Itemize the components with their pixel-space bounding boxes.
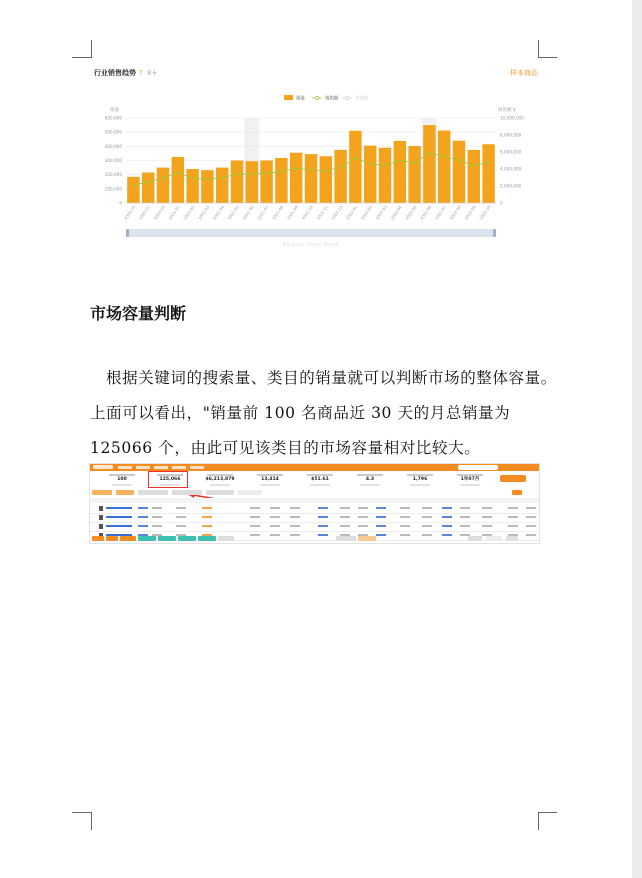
section-heading: 市场容量判断 <box>90 304 187 323</box>
y-tick-label-right: 6,000,000 <box>500 149 522 155</box>
chart-panel-title: 行业销售趋势 <box>94 69 136 77</box>
product-thumbnail <box>99 515 103 520</box>
table-cell <box>176 516 186 518</box>
stat-value: 13,414 <box>261 477 279 482</box>
product-thumbnail <box>99 506 103 511</box>
app-tab-5 <box>190 466 204 469</box>
table-cell <box>422 507 432 509</box>
x-tick-label: 2022-06 <box>419 204 433 221</box>
y-tick-label-left: 400,000 <box>104 143 122 149</box>
x-tick-label: 2021-12 <box>330 204 344 221</box>
filter-bar <box>92 490 532 496</box>
y-tick-label-right: 8,000,000 <box>500 132 522 138</box>
table-cell <box>270 525 280 527</box>
table-cell <box>250 516 260 518</box>
y-axis-label-right: 销售额 $ <box>498 108 516 113</box>
y-tick-label-left: 300,000 <box>104 158 122 163</box>
line-point <box>429 152 431 154</box>
x-tick-label: 2020-11 <box>137 204 152 221</box>
table-cell <box>482 516 492 518</box>
export-button[interactable] <box>500 475 526 482</box>
bar <box>334 150 346 203</box>
table-cell <box>138 516 148 518</box>
x-tick-label: 2020-12 <box>152 204 166 221</box>
stat-card <box>196 473 244 487</box>
embedded-app-screenshot <box>89 463 540 544</box>
range-slider <box>126 229 496 237</box>
table-cell <box>422 516 432 518</box>
crop-mark-top-right <box>538 40 539 58</box>
table-cell <box>176 525 186 527</box>
footer-button[interactable] <box>120 536 136 541</box>
stat-value: 1年07月 <box>460 477 480 482</box>
filter-chip[interactable] <box>206 490 234 495</box>
table-cell <box>442 507 452 509</box>
bar <box>438 130 450 203</box>
sales-trend-chart-panel <box>88 64 546 252</box>
bar <box>468 150 480 203</box>
app-search-box[interactable] <box>458 465 498 470</box>
table-cell <box>202 507 212 509</box>
x-tick-label: 2021-07 <box>256 204 270 221</box>
pager-button[interactable] <box>506 536 518 541</box>
legend-label: 销量 <box>296 96 305 102</box>
bar <box>216 168 228 203</box>
bar <box>157 168 169 203</box>
line-point <box>443 155 445 157</box>
table-cell <box>442 516 452 518</box>
bar <box>201 170 213 203</box>
footer-button[interactable] <box>178 536 196 541</box>
bar <box>290 153 302 203</box>
stat-value: 125,066 <box>159 477 181 482</box>
y-tick-label-left: 600,000 <box>104 115 122 121</box>
product-table <box>90 498 539 534</box>
x-tick-label: 2020-10 <box>123 204 137 221</box>
x-tick-label: 2022-10 <box>478 204 492 221</box>
filter-chip[interactable] <box>92 490 112 495</box>
x-tick-label: 2021-08 <box>271 204 285 221</box>
x-tick-label: 2021-05 <box>226 204 240 221</box>
table-cell <box>176 507 186 509</box>
table-cell <box>400 507 410 509</box>
table-cell <box>138 525 148 527</box>
table-cell <box>202 516 212 518</box>
page-edge <box>632 0 642 878</box>
bar <box>482 144 494 203</box>
crop-mark-top-right-h <box>538 57 557 58</box>
filter-chip[interactable] <box>116 490 134 495</box>
line-point <box>221 177 223 179</box>
pager-button[interactable] <box>486 536 502 541</box>
table-cell <box>526 516 536 518</box>
table-cell <box>508 525 518 527</box>
crop-mark-top-left <box>91 40 92 58</box>
product-title-link[interactable] <box>106 516 132 518</box>
bar <box>408 146 420 203</box>
pager-button[interactable] <box>358 536 376 541</box>
crop-mark-bottom-left <box>91 812 92 830</box>
sample-products-link[interactable]: 样本商品 <box>510 69 538 77</box>
line-point <box>133 184 135 186</box>
bar <box>394 141 406 203</box>
stat-value: $51.61 <box>311 477 329 482</box>
bar <box>423 125 435 203</box>
x-tick-label: 2021-04 <box>211 204 226 221</box>
x-tick-label: 2022-01 <box>345 204 359 221</box>
line-point <box>355 157 357 159</box>
y-tick-label-right: 10,000,000 <box>500 115 524 121</box>
line-point <box>458 160 460 162</box>
footer-button[interactable] <box>138 536 156 541</box>
line-point <box>162 177 164 179</box>
app-tab-4 <box>172 466 186 469</box>
line-point <box>266 172 268 174</box>
line-point <box>236 173 238 175</box>
bar <box>275 158 287 203</box>
bar <box>379 148 391 203</box>
table-cell <box>508 507 518 509</box>
stat-sublabel <box>260 484 280 486</box>
line-point <box>414 162 416 164</box>
legend-marker <box>345 96 348 99</box>
x-tick-label: 2022-03 <box>374 204 388 221</box>
line-point <box>251 173 253 175</box>
sales-trend-chart <box>88 64 546 252</box>
paragraph-line-2: 上面可以看出，"销量前 100 名商品近 30 天的月总销量为 <box>90 404 511 422</box>
stat-sublabel <box>112 484 132 486</box>
bar <box>231 161 243 204</box>
crop-mark-top-left-h <box>72 57 91 58</box>
line-point <box>310 169 312 171</box>
line-point <box>473 165 475 167</box>
bar <box>260 161 272 204</box>
x-tick-label: 2022-07 <box>433 204 448 221</box>
paragraph-line-3: 125066 个，由此可见该类目的市场容量相对比较大。 <box>90 439 481 457</box>
table-cell <box>526 507 536 509</box>
stat-sublabel <box>210 484 230 486</box>
table-cell <box>526 525 536 527</box>
page-button[interactable] <box>512 490 522 495</box>
line-point <box>177 172 179 174</box>
table-cell <box>138 507 148 509</box>
y-tick-label-left: 200,000 <box>104 172 122 178</box>
app-logo <box>93 465 113 469</box>
product-title-link[interactable] <box>106 507 132 509</box>
stat-card <box>296 473 344 487</box>
table-cell <box>202 525 212 527</box>
highlight-box <box>148 471 188 488</box>
table-cell <box>460 525 470 527</box>
table-cell <box>482 525 492 527</box>
x-tick-label: 2022-02 <box>359 204 374 221</box>
bar <box>142 173 154 203</box>
table-cell <box>482 507 492 509</box>
bar <box>186 169 198 203</box>
stat-label <box>307 474 333 476</box>
line-point <box>147 181 149 183</box>
footer-button[interactable] <box>92 536 104 541</box>
product-title-link[interactable] <box>106 525 132 527</box>
table-cell <box>250 525 260 527</box>
bar <box>453 141 465 203</box>
footer-button[interactable] <box>158 536 176 541</box>
legend-label: 销售额 <box>325 96 339 102</box>
bar <box>320 156 332 203</box>
bar <box>305 154 317 203</box>
app-tab-2 <box>136 466 150 469</box>
filter-chip[interactable] <box>172 490 202 495</box>
table-cell <box>508 516 518 518</box>
line-point <box>295 167 297 169</box>
footer-button[interactable] <box>218 536 234 541</box>
table-header <box>90 498 539 503</box>
table-cell <box>340 525 350 527</box>
stat-sublabel <box>310 484 330 486</box>
table-footer <box>90 535 539 542</box>
paragraph-line-1: 根据关键词的搜索量、类目的销量就可以判断市场的整体容量。 <box>106 369 557 387</box>
legend-label: 平均价 <box>355 96 369 102</box>
crop-mark-bottom-right-h <box>538 812 557 813</box>
app-tab-3 <box>154 466 168 469</box>
bar <box>246 161 258 203</box>
table-cell <box>318 507 328 509</box>
x-tick-label: 2021-02 <box>182 204 196 221</box>
x-tick-label: 2021-10 <box>300 204 314 221</box>
x-tick-label: 2021-11 <box>315 204 329 221</box>
y-tick-label-left: 500,000 <box>104 129 122 135</box>
y-axis-label-left: 销量 <box>110 108 119 113</box>
table-cell <box>152 525 162 527</box>
y-tick-label-right: 2,000,000 <box>500 183 522 189</box>
table-cell <box>152 516 162 518</box>
table-cell <box>318 525 328 527</box>
stat-label <box>407 474 433 476</box>
crop-mark-bottom-right <box>538 812 539 830</box>
table-cell <box>358 516 368 518</box>
stat-label <box>207 474 233 476</box>
x-tick-label: 2021-01 <box>167 204 181 221</box>
line-point <box>340 166 342 168</box>
x-tick-label: 2022-09 <box>463 204 477 221</box>
line-point <box>384 165 386 167</box>
stat-sublabel <box>460 484 480 486</box>
stat-label <box>457 474 483 476</box>
table-cell <box>358 525 368 527</box>
table-cell <box>290 507 300 509</box>
x-tick-label: 2022-05 <box>404 204 418 221</box>
stat-card <box>246 473 294 487</box>
stat-value: 4.3 <box>365 477 375 482</box>
line-point <box>399 160 401 162</box>
legend-marker <box>315 96 318 99</box>
help-icon[interactable]: ? <box>139 69 143 77</box>
pager-button[interactable] <box>468 536 482 541</box>
y-tick-label-right: 4,000,000 <box>500 166 522 172</box>
y-tick-label-left: 0 <box>119 200 122 206</box>
stat-card <box>346 473 394 487</box>
bar <box>127 177 139 203</box>
range-slider-handle-right <box>493 229 496 237</box>
table-cell <box>318 516 328 518</box>
legend-swatch <box>284 95 293 100</box>
table-cell <box>422 525 432 527</box>
table-cell <box>400 525 410 527</box>
stat-label <box>257 474 283 476</box>
table-cell <box>400 516 410 518</box>
chart-watermark: Amazon Sales Trend <box>282 243 340 248</box>
stat-label <box>357 474 383 476</box>
filter-chip[interactable] <box>138 490 168 495</box>
table-cell <box>376 525 386 527</box>
table-cell <box>358 507 368 509</box>
table-cell <box>290 516 300 518</box>
app-top-bar <box>90 464 539 471</box>
y-tick-label-right: 0 <box>500 200 503 206</box>
stat-value: $6,213,879 <box>205 477 235 482</box>
filter-chip[interactable] <box>238 490 262 495</box>
footer-button[interactable] <box>106 536 118 541</box>
table-cell <box>460 516 470 518</box>
stat-label <box>109 474 135 476</box>
line-point <box>325 170 327 172</box>
table-cell <box>290 525 300 527</box>
stat-card <box>98 473 146 487</box>
y-tick-label-left: 100,000 <box>104 186 122 192</box>
app-tab-1 <box>118 466 132 469</box>
table-cell <box>250 507 260 509</box>
table-cell <box>152 507 162 509</box>
stat-sublabel <box>360 484 380 486</box>
table-cell <box>460 507 470 509</box>
bar <box>172 157 184 203</box>
table-cell <box>340 516 350 518</box>
x-tick-label: 2021-03 <box>197 204 211 221</box>
chart-panel-extra: 8+ <box>147 69 158 77</box>
line-point <box>488 161 490 163</box>
stat-sublabel <box>410 484 430 486</box>
stat-value: 1,796 <box>412 477 428 482</box>
x-tick-label: 2022-08 <box>448 204 462 221</box>
line-point <box>192 177 194 179</box>
table-cell <box>270 516 280 518</box>
x-tick-label: 2021-06 <box>241 204 255 221</box>
line-point <box>281 171 283 173</box>
table-cell <box>270 507 280 509</box>
x-tick-label: 2022-04 <box>389 204 403 221</box>
table-cell <box>376 507 386 509</box>
footer-button[interactable] <box>198 536 216 541</box>
table-cell <box>340 507 350 509</box>
range-slider-handle-left <box>126 229 129 237</box>
bar <box>364 146 376 203</box>
stat-card <box>396 473 444 487</box>
stat-card <box>446 473 494 487</box>
line-point <box>369 163 371 165</box>
table-cell <box>442 525 452 527</box>
x-tick-label: 2021-09 <box>285 204 300 221</box>
pager-info <box>336 536 356 541</box>
stat-value: 100 <box>117 477 127 482</box>
table-cell <box>376 516 386 518</box>
line-point <box>207 178 209 180</box>
crop-mark-bottom-left-h <box>72 812 91 813</box>
product-thumbnail <box>99 524 103 529</box>
bar <box>349 131 361 203</box>
